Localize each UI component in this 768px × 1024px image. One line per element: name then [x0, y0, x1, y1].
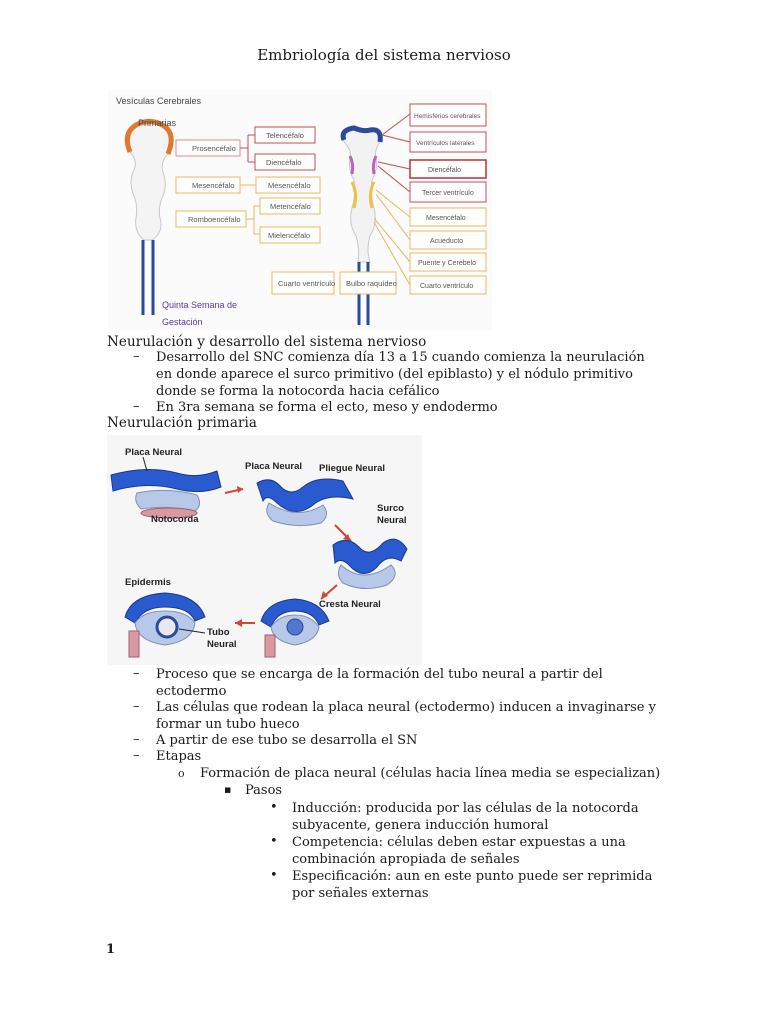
- list-item-line: En 3ra semana se forma el ecto, meso y endodermo: [156, 400, 498, 415]
- arrow-line: [378, 166, 410, 192]
- label-surco: Surco: [377, 503, 404, 514]
- arrow-head: [235, 619, 242, 627]
- primary-vesicle-outline: [127, 121, 171, 240]
- label-tubo: Tubo: [207, 627, 230, 638]
- arrow-line: [376, 194, 410, 240]
- dash-marker: –: [133, 699, 140, 714]
- sublist-item: Formación de placa neural (células hacia línea media se especializan): [200, 766, 661, 781]
- neural-plate-stage-1: [111, 469, 221, 491]
- secondary-vesicle-outline: [343, 128, 380, 262]
- dash-marker: –: [133, 732, 140, 747]
- list-item-line: Las células que rodean la placa neural (ectodermo) inducen a invaginarse y: [156, 700, 656, 715]
- list-item-line: ectodermo: [156, 684, 227, 699]
- step-line: Competencia: células deben estar expuestas a una: [292, 835, 626, 850]
- label-diencephalon: Diencéfalo: [266, 158, 302, 167]
- sub-sublist-item: Pasos: [245, 783, 283, 798]
- dash-marker: –: [133, 349, 140, 364]
- arrow-line: [382, 114, 410, 135]
- dash-marker: –: [133, 748, 140, 763]
- neurulation-figure: [107, 435, 422, 665]
- step-line: Especificación: aun en este punto puede ser reprimida: [292, 869, 653, 884]
- label-telencephalon: Telencéfalo: [266, 131, 304, 140]
- step-line: Inducción: producida por las células de la notocorda: [292, 801, 639, 816]
- list-item-line: formar un tubo hueco: [156, 717, 300, 732]
- connector-prosencephalon: [240, 135, 255, 162]
- step-line: combinación apropiada de señales: [292, 852, 520, 867]
- label-tubo-neural: Neural: [207, 639, 237, 650]
- dot-marker: •: [270, 800, 278, 815]
- label-cresta-neural: Cresta Neural: [319, 599, 381, 610]
- arrow-line: [378, 162, 410, 169]
- label-placa-neural-1: Placa Neural: [125, 447, 183, 458]
- caption-bottom-1: Quinta Semana de: [162, 300, 238, 310]
- arrow-line: [374, 218, 410, 262]
- dash-marker: –: [133, 666, 140, 681]
- list-item-line: en donde aparece el surco primitivo (del epiblasto) y el nódulo primitivo: [156, 367, 633, 382]
- label-myelencephalon: Mielencéfalo: [268, 231, 311, 240]
- label-metencephalon: Metencéfalo: [270, 202, 311, 211]
- step-line: por señales externas: [292, 886, 429, 901]
- label-surco-neural: Neural: [377, 515, 407, 526]
- brain-vesicles-figure: [108, 90, 492, 330]
- label-fourth-ventricle: Cuarto ventrículo: [278, 279, 336, 288]
- label-notocorda: Notocorda: [151, 514, 199, 525]
- label-rhombencephalon: Romboencéfalo: [188, 215, 241, 224]
- caption-top-2: Primarias: [138, 118, 177, 128]
- list-item-line: Etapas: [156, 749, 202, 764]
- dash-marker: –: [133, 399, 140, 414]
- label-mesencephalon: Mesencéfalo: [192, 181, 235, 190]
- label-prosencephalon: Prosencéfalo: [192, 144, 236, 153]
- arrow-head: [321, 591, 328, 599]
- arrow-head: [237, 486, 243, 493]
- neurulation-diagram: [107, 435, 422, 665]
- circle-marker: o: [178, 767, 185, 780]
- square-marker: ▪: [224, 783, 232, 796]
- label-derivative-4: Tercer ventrículo: [422, 190, 474, 197]
- list-item-line: donde se forma la notocorda hacia cefálico: [156, 384, 440, 399]
- label-derivative-2: Ventrículos laterales: [416, 140, 475, 147]
- neural-tube-forming: [287, 619, 303, 635]
- dot-marker: •: [270, 868, 278, 883]
- caption-bottom-2: Gestación: [162, 317, 203, 327]
- page-number: 1: [106, 942, 116, 957]
- label-derivative-1: Hemisferios cerebrales: [414, 113, 481, 120]
- label-epidermis: Epidermis: [125, 577, 171, 588]
- caption-top-1: Vesículas Cerebrales: [116, 96, 202, 106]
- arrow-line: [382, 135, 410, 142]
- label-pliegue-neural: Pliegue Neural: [319, 463, 385, 474]
- list-item-line: A partir de ese tubo se desarrolla el SN: [156, 733, 418, 748]
- list-item-line: Desarrollo del SNC comienza día 13 a 15 cuando comienza la neurulación: [156, 350, 645, 365]
- notochord-stage-5: [129, 631, 139, 657]
- label-derivative-5: Mesencéfalo: [426, 215, 466, 222]
- notochord-stage-4: [265, 635, 275, 657]
- label-placa-neural-2: Placa Neural: [245, 461, 303, 472]
- list-item-line: Proceso que se encarga de la formación del tubo neural a partir del: [156, 667, 603, 682]
- label-derivative-3: Diencéfalo: [428, 167, 462, 174]
- neural-tube: [157, 617, 177, 637]
- arrow-line: [376, 190, 410, 217]
- label-derivative-8: Cuarto ventrículo: [420, 283, 474, 290]
- label-medulla: Bulbo raquídeo: [346, 279, 397, 288]
- brain-vesicles-diagram: [108, 90, 492, 330]
- connector-rhombencephalon: [246, 206, 260, 234]
- pointer-line: [143, 457, 147, 471]
- document-title: Embriología del sistema nervioso: [257, 46, 511, 64]
- label-derivative-6: Acueducto: [430, 238, 464, 245]
- section-heading: Neurulación primaria: [107, 415, 258, 431]
- step-line: subyacente, genera inducción humoral: [292, 818, 549, 833]
- dot-marker: •: [270, 834, 278, 849]
- label-derivative-7: Puente y Cerebelo: [418, 260, 476, 267]
- label-mesencephalon-2: Mesencéfalo: [268, 181, 311, 190]
- section-heading: Neurulación y desarrollo del sistema nervioso: [107, 334, 427, 350]
